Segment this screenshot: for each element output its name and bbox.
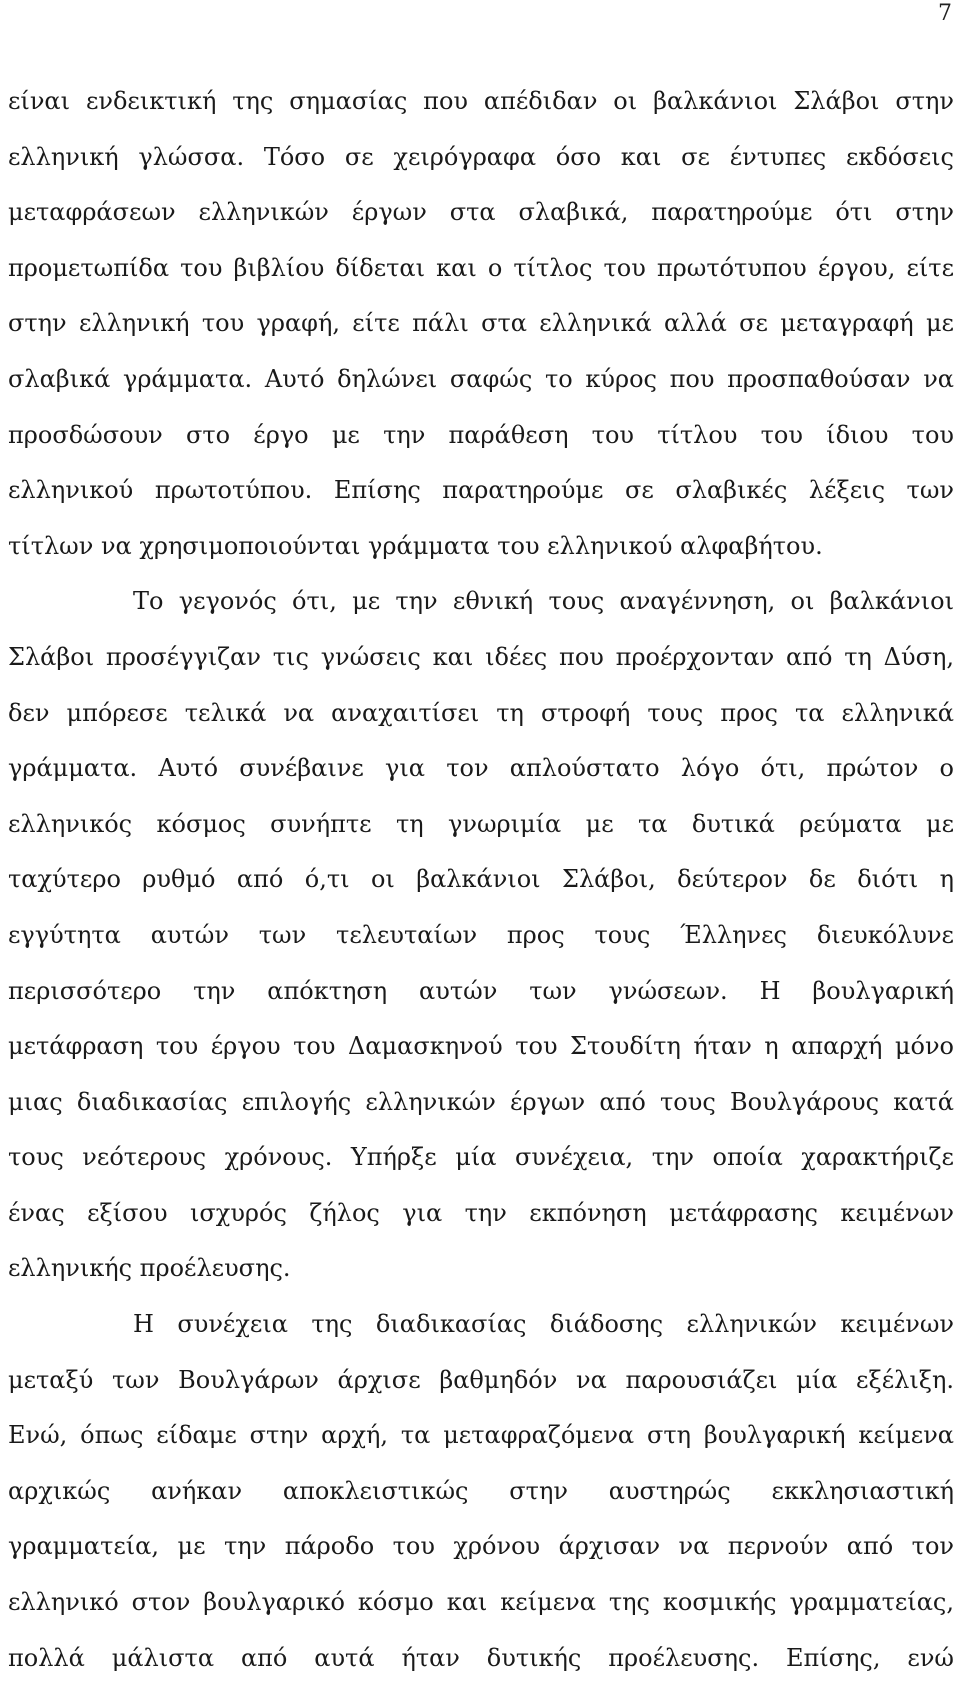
text-line: ελληνικός κόσμος συνήπτε τη γνωριμία με τα δυτικά ρεύματα με (8, 809, 954, 838)
text-line: μεταξύ των Βουλγάρων άρχισε βαθμηδόν να παρουσιάζει μία εξέλιξη. (8, 1365, 954, 1394)
text-line: ελληνική γλώσσα. Τόσο σε χειρόγραφα όσο και σε έντυπες εκδόσεις (8, 142, 954, 171)
text-line: μιας διαδικασίας επιλογής ελληνικών έργων από τους Βουλγάρους κατά (8, 1087, 954, 1116)
text-line: ελληνικό στον βουλγαρικό κόσμο και κείμενα της κοσμικής γραμματείας, (8, 1588, 954, 1617)
text-line: είναι ενδεικτική της σημασίας που απέδιδαν οι βαλκάνιοι Σλάβοι στην (8, 87, 954, 115)
text-line: μετάφραση του έργου του Δαμασκηνού του Στουδίτη ήταν η απαρχή μόνο (8, 1032, 954, 1061)
text-line-paragraph-end: τίτλων να χρησιμοποιούνται γράμματα του ελληνικού αλφαβήτου. (8, 531, 823, 560)
text-line: Ενώ, όπως είδαμε στην αρχή, τα μεταφραζόμενα στη βουλγαρική κείμενα (8, 1421, 954, 1450)
body-text (8, 74, 954, 1686)
text-line: εγγύτητα αυτών των τελευταίων προς τους Έλληνες διευκόλυνε (8, 920, 954, 949)
text-line: τους νεότερους χρόνους. Υπήρξε μία συνέχεια, την οποία χαρακτήριζε (8, 1143, 954, 1172)
text-line: σλαβικά γράμματα. Αυτό δηλώνει σαφώς το κύρος που προσπαθούσαν να (8, 364, 954, 393)
text-line: στην ελληνική του γραφή, είτε πάλι στα ελληνικά αλλά σε μεταγραφή με (8, 309, 954, 338)
text-line-paragraph-start: Η συνέχεια της διαδικασίας διάδοσης ελληνικών κειμένων (133, 1310, 954, 1339)
text-line: περισσότερο την απόκτηση αυτών των γνώσεων. Η βουλγαρική (8, 976, 954, 1005)
text-line: δεν μπόρεσε τελικά να αναχαιτίσει τη στροφή τους προς τα ελληνικά (8, 698, 954, 727)
text-line: πολλά μάλιστα από αυτά ήταν δυτικής προέλευσης. Επίσης, ενώ (8, 1643, 954, 1672)
text-line: προμετωπίδα του βιβλίου δίδεται και ο τίτλος του πρωτότυπου έργου, είτε (8, 253, 954, 282)
text-line: Σλάβοι προσέγγιζαν τις γνώσεις και ιδέες που προέρχονταν από τη Δύση, (8, 642, 954, 671)
text-line: γραμματεία, με την πάροδο του χρόνου άρχισαν να περνούν από τον (8, 1532, 954, 1561)
text-line: γράμματα. Αυτό συνέβαινε για τον απλούστατο λόγο ότι, πρώτον ο (8, 754, 954, 783)
text-line: ένας εξίσου ισχυρός ζήλος για την εκπόνηση μετάφρασης κειμένων (8, 1198, 954, 1227)
text-line: ελληνικού πρωτοτύπου. Επίσης παρατηρούμε σε σλαβικές λέξεις των (8, 476, 954, 505)
text-line-paragraph-start: Το γεγονός ότι, με την εθνική τους αναγέννηση, οι βαλκάνιοι (133, 587, 954, 616)
text-line-paragraph-end: ελληνικής προέλευσης. (8, 1254, 291, 1283)
page-number: 7 (938, 1, 952, 26)
text-line: προσδώσουν στο έργο με την παράθεση του τίτλου του ίδιου του (8, 420, 954, 449)
text-line: μεταφράσεων ελληνικών έργων στα σλαβικά, παρατηρούμε ότι στην (8, 198, 954, 227)
text-line: ταχύτερο ρυθμό από ό,τι οι βαλκάνιοι Σλάβοι, δεύτερον δε διότι η (8, 865, 954, 894)
text-line: αρχικώς ανήκαν αποκλειστικώς στην αυστηρώς εκκλησιαστική (8, 1476, 954, 1505)
